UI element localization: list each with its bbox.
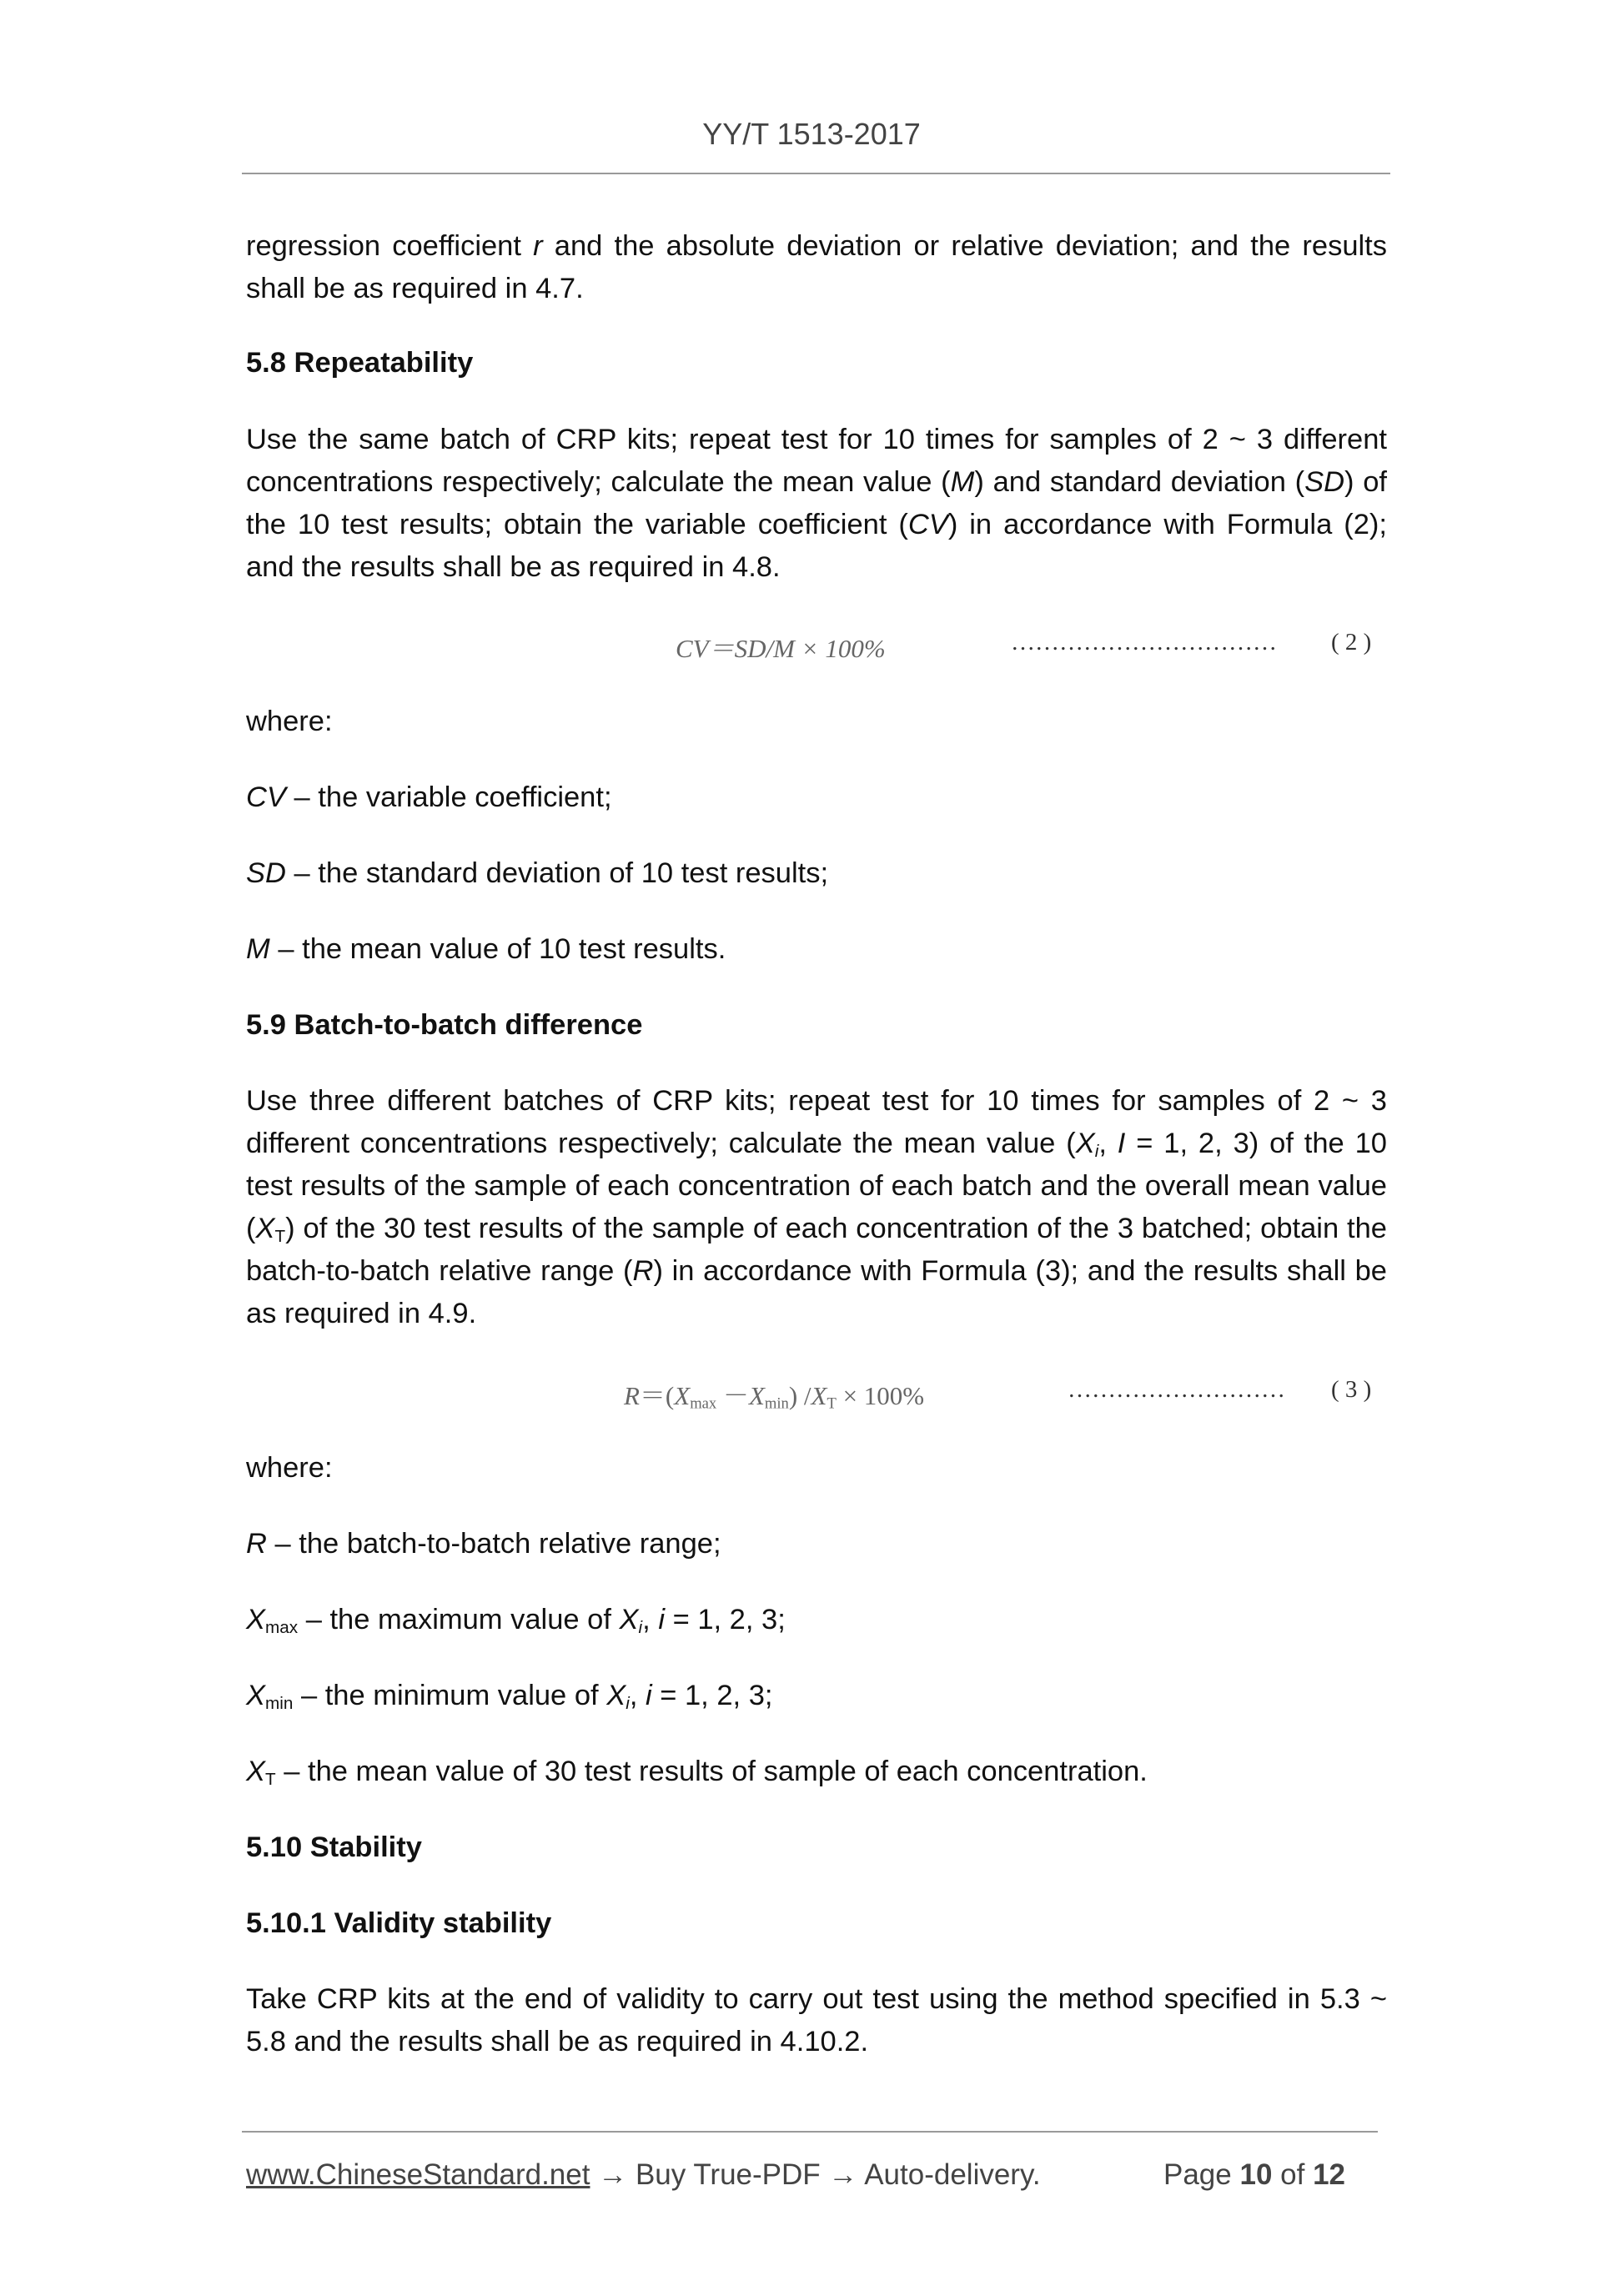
text-run: – the standard deviation of 10 test results; <box>285 857 829 889</box>
formula-3-number: ( 3 ) <box>1331 1376 1372 1403</box>
footer-site-link[interactable]: www.ChineseStandard.net <box>246 2158 590 2191</box>
sub: i <box>626 1694 630 1714</box>
sym: i <box>645 1680 652 1711</box>
text-run: ) in accordance with Formula (2); and the results shall be as required in 4.8. <box>246 509 1387 583</box>
text-run: – the variable coefficient; <box>285 781 612 813</box>
sub-i: i <box>1094 1142 1099 1162</box>
sub-t: T <box>274 1227 286 1247</box>
text-run: = 1, 2, 3; <box>665 1604 786 1635</box>
sub: min <box>764 1394 789 1413</box>
sym: i <box>658 1604 665 1635</box>
text-run: ) and standard deviation ( <box>974 466 1305 498</box>
sym: X <box>246 1604 266 1635</box>
sym: SD <box>246 857 286 889</box>
sym: X <box>246 1680 266 1711</box>
sub: max <box>265 1618 299 1638</box>
footer-rule <box>242 2131 1378 2133</box>
text-run: － <box>722 1381 749 1410</box>
sym: X <box>811 1381 827 1410</box>
footer-left <box>246 2158 1041 2192</box>
paragraph-5-9 <box>246 1080 1387 1335</box>
heading-5-8: 5.8 Repeatability <box>246 347 474 379</box>
footer-delivery-text: Auto-delivery. <box>864 2158 1041 2191</box>
heading-5-10-1: 5.10.1 Validity stability <box>246 1907 552 1939</box>
text-run: = 1, 2, 3) of the 10 test results of the sample of each concentration of each batch and the overall mean value ( <box>246 1128 1387 1244</box>
var-i: I <box>1117 1128 1126 1159</box>
heading-5-9: 5.9 Batch-to-batch difference <box>246 1009 643 1041</box>
sym: X <box>606 1680 626 1711</box>
text-run: = 1, 2, 3; <box>651 1680 773 1711</box>
definition-cv <box>246 776 1387 819</box>
definition-xmax <box>246 1599 1387 1641</box>
text-run: ) of the 30 test results of the sample of each concentration of the 3 batched; obtain the batch-to-batch relative range ( <box>246 1213 1387 1287</box>
heading-5-10: 5.10 Stability <box>246 1831 422 1863</box>
footer-page-indicator <box>1163 2158 1345 2192</box>
text-run: , <box>1098 1128 1118 1159</box>
definition-xmin <box>246 1675 1387 1717</box>
text-run: – the minimum value of <box>293 1680 607 1711</box>
where-label-1: where: <box>246 706 333 737</box>
text-run: , <box>629 1680 646 1711</box>
arrow-icon: → <box>828 2158 858 2191</box>
text-run: ) in accordance with Formula (3); and the results shall be as required in 4.9. <box>246 1255 1387 1329</box>
definition-sd <box>246 852 1387 895</box>
sym: R <box>624 1381 640 1410</box>
var-r: r <box>533 230 543 262</box>
var-m: M <box>950 466 975 498</box>
page-total: 12 <box>1313 2158 1346 2191</box>
sym: M <box>246 933 270 965</box>
text-run: – the maximum value of <box>298 1604 620 1635</box>
text-run: × 100% <box>842 1381 925 1410</box>
sub: max <box>690 1394 717 1413</box>
text-run: ) / <box>788 1381 812 1410</box>
text-run: ＝( <box>639 1381 675 1410</box>
text-run: regression coefficient <box>246 230 534 262</box>
arrow-icon: → <box>598 2158 628 2191</box>
var-cv: CV <box>907 509 948 540</box>
sym: R <box>246 1528 267 1560</box>
of-label: of <box>1280 2158 1305 2191</box>
sym: X <box>246 1756 266 1787</box>
continuation-paragraph <box>246 225 1387 310</box>
var-r: R <box>632 1255 654 1287</box>
sub: T <box>265 1770 276 1790</box>
formula-3-leader-dots: ……………………… <box>1068 1376 1285 1403</box>
sym: X <box>619 1604 639 1635</box>
formula-2-expression: CV＝SD/M × 100% <box>676 634 886 663</box>
definition-m <box>246 928 1387 971</box>
text-run: ) of the 10 test results; obtain the variable coefficient ( <box>246 466 1387 540</box>
header-standard-code: YY/T 1513-2017 <box>702 117 921 151</box>
text-run: – the mean value of 10 test results. <box>269 933 726 965</box>
formula-2-leader-dots: …………………………… <box>1011 629 1277 656</box>
var-x: X <box>1075 1128 1095 1159</box>
definition-r <box>246 1523 1387 1565</box>
sym: X <box>674 1381 691 1410</box>
paragraph-5-8 <box>246 419 1387 589</box>
header-rule <box>242 173 1390 174</box>
text-run: Use three different batches of CRP kits; repeat test for 10 times for samples of 2 ~ 3 different concentrations respectively; calculate the mean value ( <box>246 1085 1387 1159</box>
text-run: Use the same batch of CRP kits; repeat test for 10 times for samples of 2 ~ 3 different concentrations respectively; calculate the mean value ( <box>246 424 1387 498</box>
var-xt: X <box>255 1213 275 1244</box>
sym: CV <box>246 781 286 813</box>
formula-3-expression <box>624 1374 924 1412</box>
formula-2-number: ( 2 ) <box>1331 629 1372 656</box>
var-sd: SD <box>1304 466 1345 498</box>
sub: i <box>638 1618 643 1638</box>
page-number: 10 <box>1239 2158 1273 2191</box>
text-run: – the mean value of 30 test results of sample of each concentration. <box>275 1756 1148 1787</box>
text-run: and the absolute deviation or relative deviation; and the results shall be as required in 4.7. <box>246 230 1388 304</box>
paragraph-5-10-1: Take CRP kits at the end of validity to carry out test using the method specified in 5.3 ~ 5.8 and the results shall be as required in 4.10.2. <box>246 1983 1387 2057</box>
definition-xt <box>246 1751 1387 1793</box>
page-label: Page <box>1163 2158 1232 2191</box>
footer-buy-text: Buy True-PDF <box>635 2158 821 2191</box>
text-run: , <box>642 1604 659 1635</box>
where-label-2: where: <box>246 1452 333 1484</box>
sub: T <box>827 1394 837 1413</box>
sym: X <box>748 1381 765 1410</box>
text-run: – the batch-to-batch relative range; <box>266 1528 721 1560</box>
sub: min <box>265 1694 294 1714</box>
